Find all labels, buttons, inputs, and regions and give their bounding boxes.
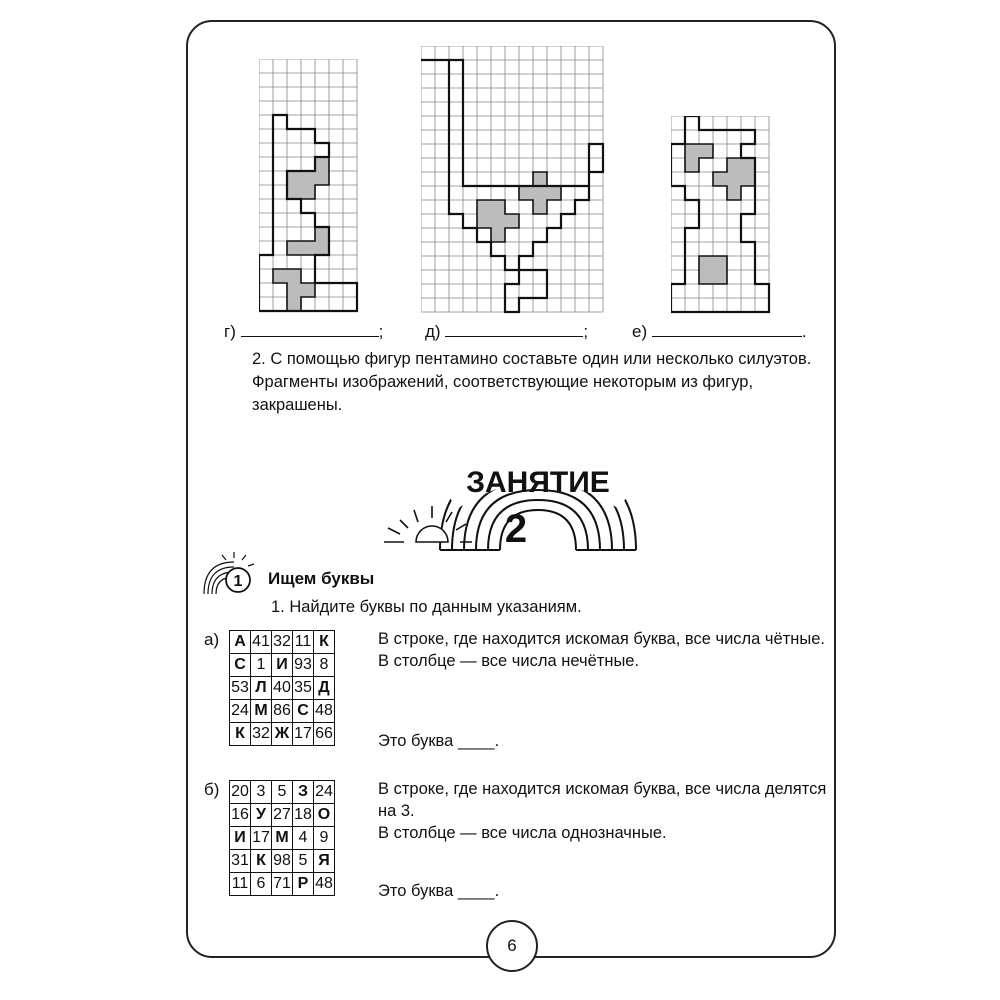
grid-cell: 20	[230, 781, 251, 804]
grid-cell: И	[272, 654, 293, 677]
silhouette-grid-d	[421, 46, 609, 314]
section-number: 1	[233, 573, 243, 590]
label-e: е)	[632, 322, 648, 341]
page-number: 6	[486, 920, 538, 972]
row-rule-b: В строке, где находится искомая буква, все числа делятся на 3.	[378, 780, 827, 820]
col-rule-b: В столбце — все числа однозначные.	[378, 824, 667, 842]
grid-cell: 66	[314, 723, 335, 746]
grid-row	[230, 723, 335, 746]
grid-cell: 32	[251, 723, 272, 746]
lesson-word: ЗАНЯТИЕ	[466, 466, 610, 499]
grid-cell: 71	[272, 873, 293, 896]
grid-row	[230, 677, 335, 700]
lesson-banner	[378, 446, 648, 556]
label-a: а)	[204, 630, 220, 649]
grid-cell: 48	[314, 700, 335, 723]
grid-cell: 6	[251, 873, 272, 896]
grid-row	[230, 827, 335, 850]
letter-grid-b	[229, 780, 335, 896]
grid-cell: А	[230, 631, 251, 654]
grid-row	[230, 873, 335, 896]
label-d: д)	[425, 322, 441, 341]
grid-cell: 41	[251, 631, 272, 654]
blank-d[interactable]	[445, 322, 583, 337]
section-title: Ищем буквы	[268, 569, 375, 588]
grid-cell: 31	[230, 850, 251, 873]
grid-row	[230, 781, 335, 804]
grid-cell: 5	[272, 781, 293, 804]
silhouette-grid-e	[671, 116, 771, 314]
task2-text: 2. С помощью фигур пентамино составьте один или несколько силуэтов. Фрагменты изображений, соответствующие некоторым из фигур, закрашены.	[252, 350, 812, 414]
section-rainbow-icon	[200, 552, 262, 598]
grid-cell: У	[251, 804, 272, 827]
blank-g[interactable]	[241, 322, 379, 337]
grid-cell: М	[251, 700, 272, 723]
grid-cell: 35	[293, 677, 314, 700]
grid-cell: К	[251, 850, 272, 873]
grid-cell: К	[314, 631, 335, 654]
grid-row	[230, 850, 335, 873]
label-b: б)	[204, 780, 220, 799]
grid-cell: Р	[293, 873, 314, 896]
grid-cell: 5	[293, 850, 314, 873]
answer-line-g: г) ;	[224, 322, 384, 341]
grid-cell: Д	[314, 677, 335, 700]
grid-cell: К	[230, 723, 251, 746]
blank-e[interactable]	[652, 322, 802, 337]
grid-cell: С	[293, 700, 314, 723]
answer-line-d: д) ;	[425, 322, 589, 341]
grid-cell: 17	[251, 827, 272, 850]
grid-cell: 17	[293, 723, 314, 746]
task1-text: 1. Найдите буквы по данным указаниям.	[271, 598, 582, 616]
grid-cell: 18	[293, 804, 314, 827]
silhouette-grid-g	[259, 59, 359, 313]
grid-cell: Я	[314, 850, 335, 873]
grid-cell: 8	[314, 654, 335, 677]
grid-cell: 93	[293, 654, 314, 677]
rules-a	[378, 628, 828, 672]
row-rule-a: В строке, где находится искомая буква, все числа чётные.	[378, 630, 825, 648]
answer-a[interactable]: Это буква ____.	[378, 732, 500, 750]
grid-cell: 16	[230, 804, 251, 827]
silhouette-outline	[421, 60, 603, 312]
grid-cell: З	[293, 781, 314, 804]
grid-cell: М	[272, 827, 293, 850]
grid-row	[230, 654, 335, 677]
grid-cell: 24	[314, 781, 335, 804]
grid-cell: 48	[314, 873, 335, 896]
answer-line-e: е) .	[632, 322, 807, 341]
answer-b[interactable]: Это буква ____.	[378, 882, 500, 900]
grid-cell: 32	[272, 631, 293, 654]
grid-cell: 27	[272, 804, 293, 827]
grid-cell: 98	[272, 850, 293, 873]
grid-cell: Л	[251, 677, 272, 700]
grid-cell: 3	[251, 781, 272, 804]
grid-cell: 40	[272, 677, 293, 700]
grid-cell: 9	[314, 827, 335, 850]
grid-cell: 24	[230, 700, 251, 723]
grid-cell: О	[314, 804, 335, 827]
grid-row	[230, 804, 335, 827]
grid-row	[230, 700, 335, 723]
letter-grid-a	[229, 630, 335, 746]
col-rule-a: В столбце — все числа нечётные.	[378, 652, 640, 670]
grid-cell: И	[230, 827, 251, 850]
lesson-number: 2	[504, 507, 528, 551]
grid-cell: 4	[293, 827, 314, 850]
rules-b	[378, 778, 828, 844]
grid-row	[230, 631, 335, 654]
grid-cell: 11	[293, 631, 314, 654]
grid-cell: Ж	[272, 723, 293, 746]
grid-cell: 53	[230, 677, 251, 700]
grid-cell: 86	[272, 700, 293, 723]
grid-cell: 1	[251, 654, 272, 677]
grid-cell: 11	[230, 873, 251, 896]
grid-cell: С	[230, 654, 251, 677]
label-g: г)	[224, 322, 236, 341]
